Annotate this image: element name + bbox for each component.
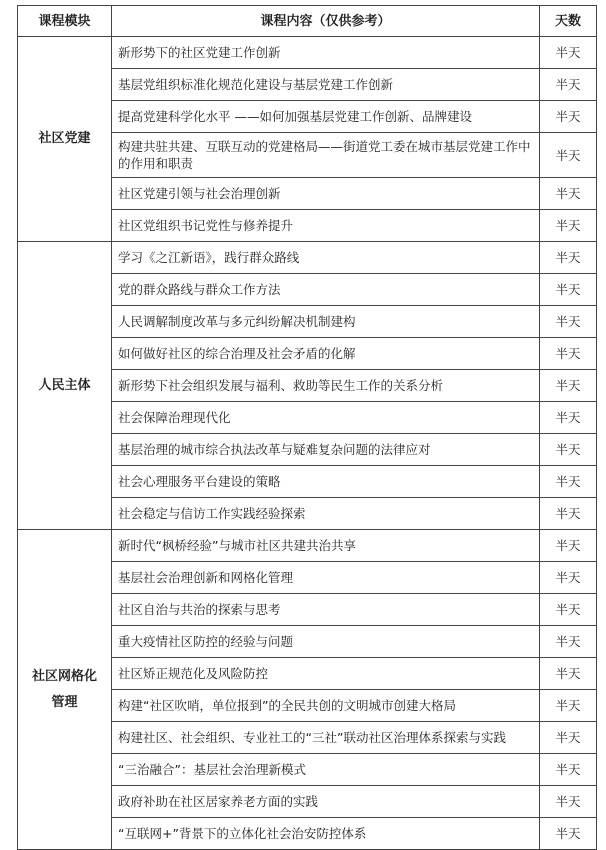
course-content: 社区党组织书记党性与修养提升 [112, 210, 540, 242]
course-days: 半天 [540, 722, 597, 754]
course-content: “互联网+”背景下的立体化社会治安防控体系 [112, 818, 540, 850]
course-days: 半天 [540, 242, 597, 274]
course-content: 党的群众路线与群众工作方法 [112, 274, 540, 306]
course-days: 半天 [540, 498, 597, 530]
course-table [17, 5, 597, 850]
course-days: 半天 [540, 434, 597, 466]
course-days: 半天 [540, 658, 597, 690]
course-days: 半天 [540, 530, 597, 562]
course-days: 半天 [540, 786, 597, 818]
course-days: 半天 [540, 562, 597, 594]
course-content: 基层党组织标准化规范化建设与基层党建工作创新 [112, 69, 540, 101]
course-days: 半天 [540, 69, 597, 101]
course-days: 半天 [540, 101, 597, 133]
module-name-line: 社区党建 [38, 131, 91, 146]
course-content: 新形势下的社区党建工作创新 [112, 37, 540, 69]
course-days: 半天 [540, 274, 597, 306]
course-days: 半天 [540, 370, 597, 402]
course-days: 半天 [540, 133, 597, 178]
module-name [18, 530, 112, 850]
course-days: 半天 [540, 37, 597, 69]
course-content: 政府补助在社区居家养老方面的实践 [112, 786, 540, 818]
course-content: 基层社会治理创新和网格化管理 [112, 562, 540, 594]
module-name [18, 37, 112, 242]
course-days: 半天 [540, 178, 597, 210]
course-days: 半天 [540, 818, 597, 850]
course-content: 构建共驻共建、互联互动的党建格局——街道党工委在城市基层党建工作中的作用和职责 [112, 133, 540, 178]
course-days: 半天 [540, 210, 597, 242]
module-name [18, 242, 112, 530]
course-days: 半天 [540, 626, 597, 658]
table-row [18, 530, 597, 562]
course-content: 基层治理的城市综合执法改革与疑难复杂问题的法律应对 [112, 434, 540, 466]
course-days: 半天 [540, 466, 597, 498]
header-row [18, 6, 597, 37]
course-content: 学习《之江新语》，践行群众路线 [112, 242, 540, 274]
header-content: 课程内容（仅供参考） [112, 6, 540, 37]
course-content: 构建社区、社会组织、专业社工的“三社”联动社区治理体系探索与实践 [112, 722, 540, 754]
header-days: 天数 [540, 6, 597, 37]
table-row [18, 37, 597, 69]
course-content: 社区党建引领与社会治理创新 [112, 178, 540, 210]
course-content: 提高党建科学化水平 ——如何加强基层党建工作创新、品牌建设 [112, 101, 540, 133]
course-content: 社会稳定与信访工作实践经验探索 [112, 498, 540, 530]
module-name-line: 管理 [51, 694, 78, 710]
course-content: 社区矫正规范化及风险防控 [112, 658, 540, 690]
course-content: 人民调解制度改革与多元纠纷解决机制建构 [112, 306, 540, 338]
table-row [18, 242, 597, 274]
course-content: 社会保障治理现代化 [112, 402, 540, 434]
course-days: 半天 [540, 402, 597, 434]
course-days: 半天 [540, 306, 597, 338]
course-content: 社区自治与共治的探索与思考 [112, 594, 540, 626]
course-days: 半天 [540, 594, 597, 626]
course-content: 构建“社区吹哨，单位报到”的全民共创的文明城市创建大格局 [112, 690, 540, 722]
module-name-line: 社区网格化 [31, 668, 97, 684]
header-module: 课程模块 [18, 6, 112, 37]
course-content: 社会心理服务平台建设的策略 [112, 466, 540, 498]
course-content: 新时代“枫桥经验”与城市社区共建共治共享 [112, 530, 540, 562]
course-days: 半天 [540, 690, 597, 722]
course-days: 半天 [540, 338, 597, 370]
course-days: 半天 [540, 754, 597, 786]
course-content: 新形势下社会组织发展与福利、救助等民生工作的关系分析 [112, 370, 540, 402]
course-content: 如何做好社区的综合治理及社会矛盾的化解 [112, 338, 540, 370]
course-content: 重大疫情社区防控的经验与问题 [112, 626, 540, 658]
course-content: “三治融合”：基层社会治理新模式 [112, 754, 540, 786]
module-name-line: 人民主体 [38, 377, 91, 393]
table-body [18, 37, 597, 850]
